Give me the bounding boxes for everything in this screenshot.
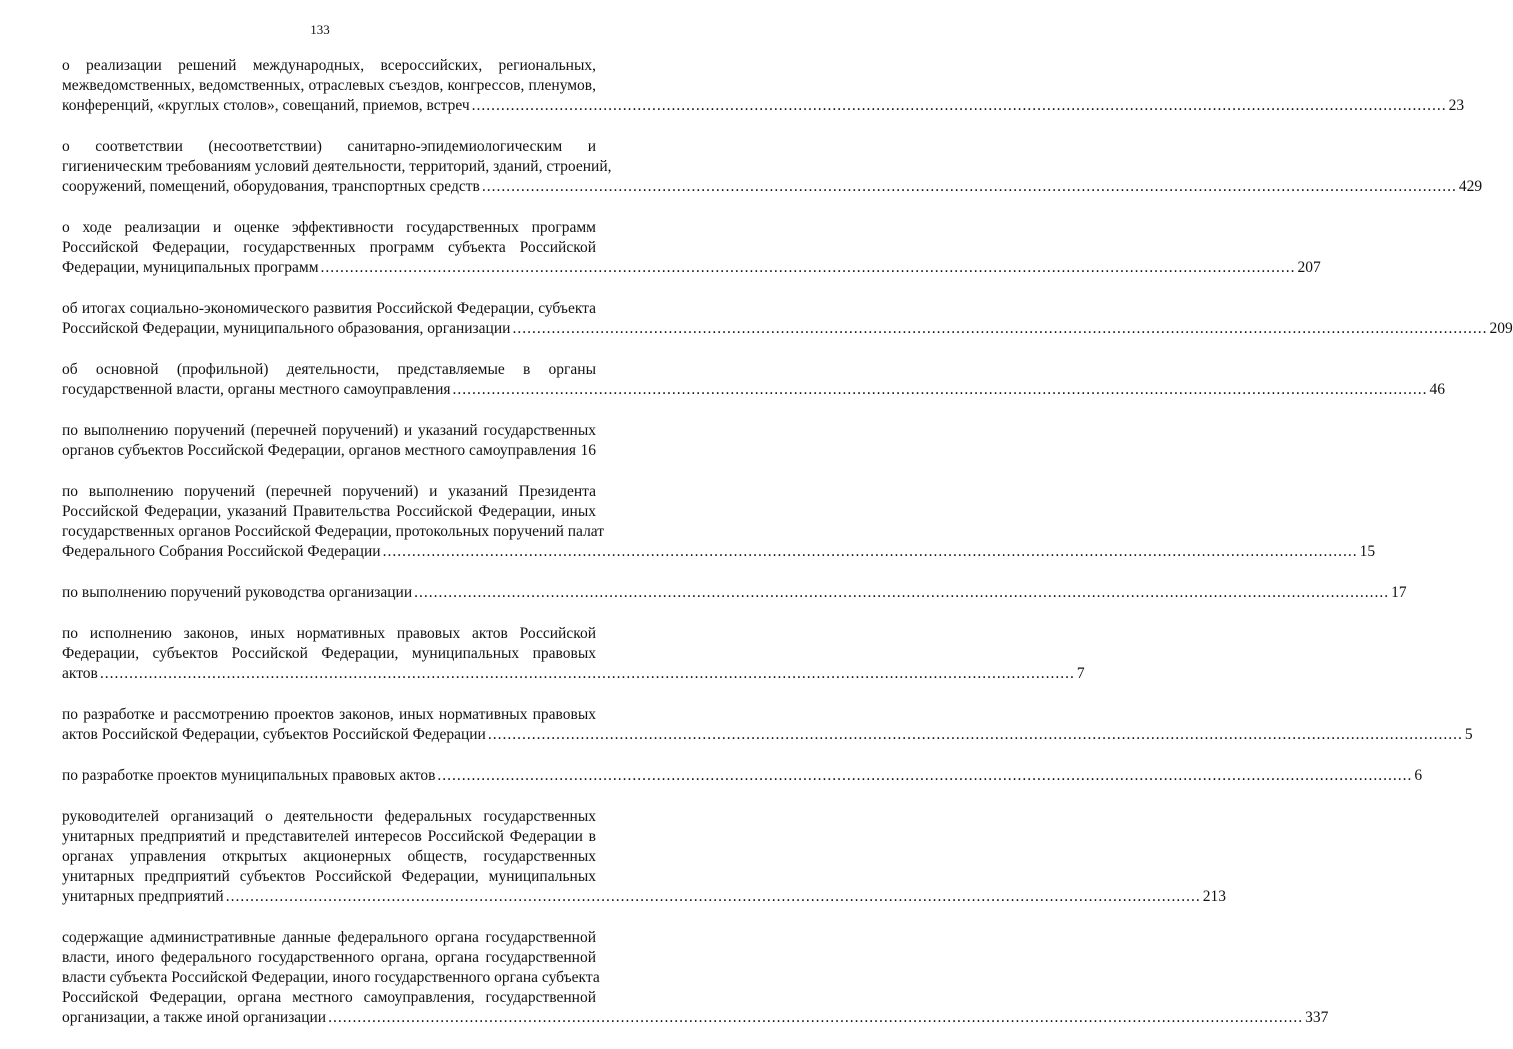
index-entry	[62, 705, 596, 745]
entry-line: об итогах социально-экономического развития Российской Федерации, субъекта	[62, 299, 596, 319]
entry-last-line-text: Федерального Собрания Российской Федерации	[62, 542, 381, 562]
dot-leader: ........................................................................................................................................................................................................	[321, 258, 1296, 278]
entry-last-line	[62, 766, 596, 786]
entry-line: гигиеническим требованиям условий деятельности, территорий, зданий, строений,	[62, 157, 596, 177]
entry-line: по выполнению поручений (перечней поручений) и указаний Президента	[62, 482, 596, 502]
entry-last-line	[62, 441, 596, 461]
dot-leader: ........................................................................................................................................................................................................	[482, 177, 1457, 197]
index-entry	[62, 766, 596, 786]
index-entry	[62, 299, 596, 339]
index-entry	[62, 624, 596, 684]
entry-last-line-text: государственной власти, органы местного самоуправления	[62, 380, 451, 400]
dot-leader: ........................................................................................................................................................................................................	[512, 319, 1487, 339]
index-entry	[62, 421, 596, 461]
entry-last-line-text: по выполнению поручений руководства организации	[62, 583, 412, 603]
dot-leader: ........................................................................................................................................................................................................	[488, 725, 1463, 745]
entry-last-line-text: сооружений, помещений, оборудования, транспортных средств	[62, 177, 480, 197]
entry-last-line	[62, 177, 596, 197]
entry-last-line	[62, 542, 596, 562]
dot-leader: ........................................................................................................................................................................................................	[453, 380, 1428, 400]
dot-leader: ........................................................................................................................................................................................................	[437, 766, 1412, 786]
dot-leader: ........................................................................................................................................................................................................	[100, 664, 1075, 684]
entry-line: Российской Федерации, государственных программ субъекта Российской	[62, 238, 596, 258]
entry-line: по разработке и рассмотрению проектов законов, иных нормативных правовых	[62, 705, 596, 725]
index-entry	[62, 56, 596, 116]
entry-last-line-text: актов Российской Федерации, субъектов Российской Федерации	[62, 725, 486, 745]
entry-page-number: 23	[1449, 96, 1465, 116]
entry-line: Федерации, субъектов Российской Федерации, муниципальных правовых	[62, 644, 596, 664]
entry-line: унитарных предприятий субъектов Российской Федерации, муниципальных	[62, 867, 596, 887]
entry-line: об основной (профильной) деятельности, представляемые в органы	[62, 360, 596, 380]
entry-line: о реализации решений международных, всероссийских, региональных,	[62, 56, 596, 76]
index-entries	[62, 56, 596, 1049]
entry-page-number: 213	[1203, 887, 1226, 907]
entry-last-line	[62, 664, 596, 684]
entry-line: Российской Федерации, указаний Правительства Российской Федерации, иных	[62, 502, 596, 522]
index-entry	[62, 360, 596, 400]
entry-last-line-text: конференций, «круглых столов», совещаний, приемов, встреч	[62, 96, 470, 116]
index-entry	[62, 928, 596, 1028]
entry-page-number: 209	[1489, 319, 1512, 339]
entry-page-number: 207	[1298, 258, 1321, 278]
entry-last-line-text: Российской Федерации, муниципального образования, организации	[62, 319, 510, 339]
entry-last-line	[62, 258, 596, 278]
dot-leader: ........................................................................................................................................................................................................	[414, 583, 1389, 603]
entry-page-number: 15	[1360, 542, 1376, 562]
entry-line: власти субъекта Российской Федерации, иного государственного органа субъекта	[62, 968, 596, 988]
entry-last-line	[62, 583, 596, 603]
entry-page-number: 17	[1391, 583, 1407, 603]
entry-page-number: 16	[581, 441, 597, 461]
entry-line: унитарных предприятий и представителей интересов Российской Федерации в	[62, 827, 596, 847]
entry-line: о соответствии (несоответствии) санитарно-эпидемиологическим и	[62, 137, 596, 157]
entry-last-line-text: организации, а также иной организации	[62, 1008, 326, 1028]
index-entry	[62, 482, 596, 562]
dot-leader: ........................................................................................................................................................................................................	[226, 887, 1201, 907]
entry-line: руководителей организаций о деятельности федеральных государственных	[62, 807, 596, 827]
entry-last-line-text: органов субъектов Российской Федерации, органов местного самоуправления	[62, 441, 576, 461]
entry-page-number: 5	[1465, 725, 1473, 745]
dot-leader: ........................................................................................................................................................................................................	[472, 96, 1447, 116]
entry-line: по исполнению законов, иных нормативных правовых актов Российской	[62, 624, 596, 644]
index-entry	[62, 218, 596, 278]
entry-page-number: 337	[1305, 1008, 1328, 1028]
index-entry	[62, 807, 596, 907]
entry-last-line	[62, 96, 596, 116]
entry-line: содержащие административные данные федерального органа государственной	[62, 928, 596, 948]
entry-last-line-text: актов	[62, 664, 98, 684]
index-entry	[62, 583, 596, 603]
entry-line: власти, иного федерального государственного органа, органа государственной	[62, 948, 596, 968]
entry-last-line-text: унитарных предприятий	[62, 887, 224, 907]
index-entry	[62, 137, 596, 197]
entry-page-number: 429	[1459, 177, 1482, 197]
entry-last-line	[62, 380, 596, 400]
entry-last-line	[62, 725, 596, 745]
entry-line: межведомственных, ведомственных, отраслевых съездов, конгрессов, пленумов,	[62, 76, 596, 96]
entry-line: по выполнению поручений (перечней поручений) и указаний государственных	[62, 421, 596, 441]
entry-line: государственных органов Российской Федерации, протокольных поручений палат	[62, 522, 596, 542]
entry-line: Российской Федерации, органа местного самоуправления, государственной	[62, 988, 596, 1008]
entry-last-line-text: по разработке проектов муниципальных правовых актов	[62, 766, 435, 786]
entry-page-number: 7	[1077, 664, 1085, 684]
page-number: 133	[0, 22, 640, 38]
entry-page-number: 46	[1430, 380, 1446, 400]
entry-last-line	[62, 1008, 596, 1028]
entry-line: о ходе реализации и оценке эффективности государственных программ	[62, 218, 596, 238]
entry-line: органах управления открытых акционерных обществ, государственных	[62, 847, 596, 867]
entry-last-line	[62, 319, 596, 339]
entry-page-number: 6	[1414, 766, 1422, 786]
entry-last-line	[62, 887, 596, 907]
dot-leader: ........................................................................................................................................................................................................	[328, 1008, 1303, 1028]
entry-last-line-text: Федерации, муниципальных программ	[62, 258, 319, 278]
dot-leader: ........................................................................................................................................................................................................	[383, 542, 1358, 562]
